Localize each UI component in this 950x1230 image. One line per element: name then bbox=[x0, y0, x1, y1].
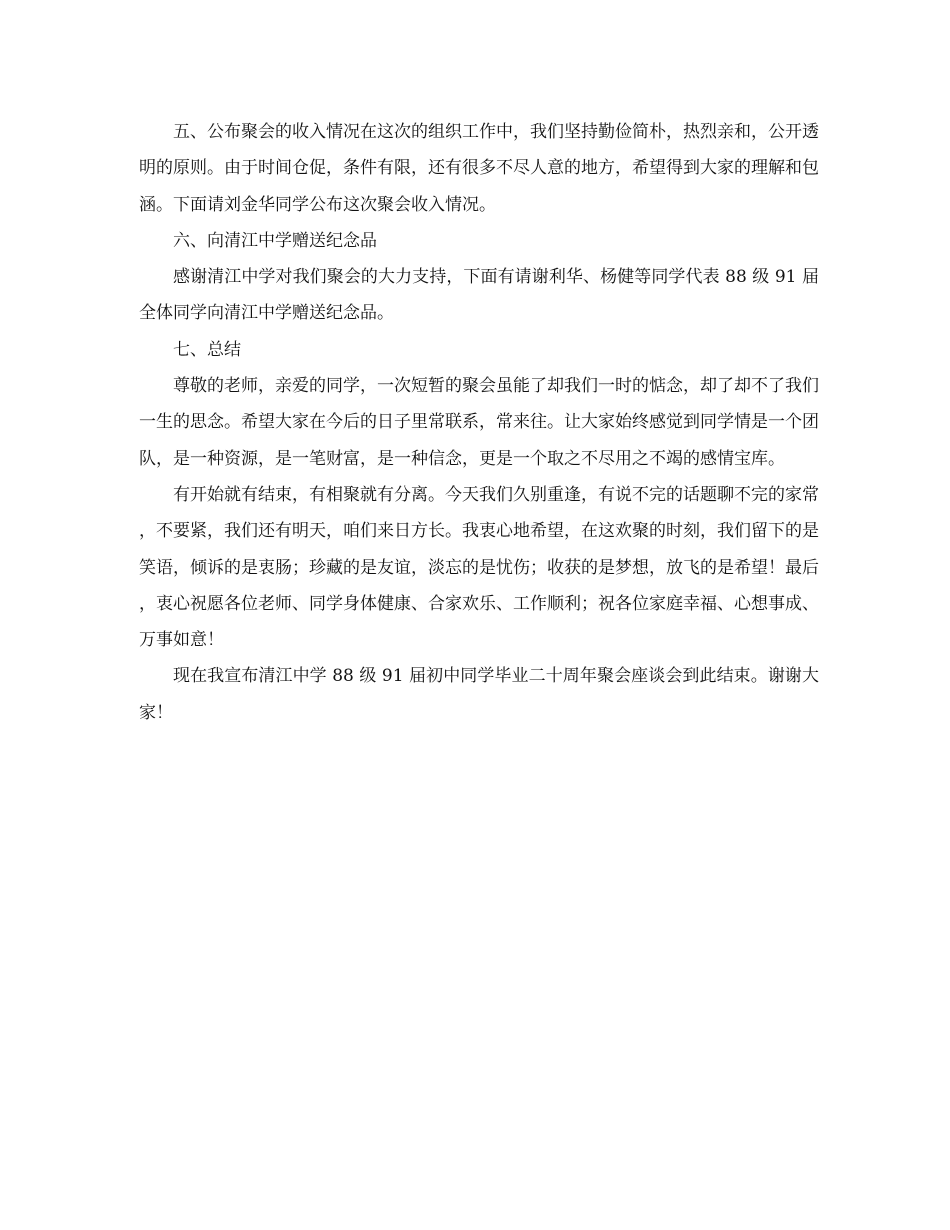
paragraph-summary: 尊敬的老师，亲爱的同学，一次短暂的聚会虽能了却我们一时的惦念，却了却不了我们一生的思念。希望大家在今后的日子里常联系，常来往。让大家始终感觉到同学情是一个团队，是一种资源，是一笔财富，是一种信念，更是一个取之不尽用之不竭的感情宝库。 bbox=[139, 376, 819, 469]
heading-summary: 七、总结 bbox=[173, 339, 241, 360]
paragraph-closing: 现在我宣布清江中学 88 级 91 届初中同学毕业二十周年聚会座谈会到此结束。谢谢大家！ bbox=[139, 666, 819, 723]
paragraph-souvenir: 感谢清江中学对我们聚会的大力支持，下面有请谢利华、杨健等同学代表 88 级 91 届全体同学向清江中学赠送纪念品。 bbox=[139, 267, 819, 324]
heading-souvenir: 六、向清江中学赠送纪念品 bbox=[173, 230, 377, 251]
document-body bbox=[139, 114, 819, 731]
paragraph-farewell: 有开始就有结束，有相聚就有分离。今天我们久别重逢，有说不完的话题聊不完的家常，不要紧，我们还有明天，咱们来日方长。我衷心地希望，在这欢聚的时刻，我们留下的是笑语，倾诉的是衷肠；珍藏的是友谊，淡忘的是忧伤；收获的是梦想，放飞的是希望！最后，衷心祝愿各位老师、同学身体健康、合家欢乐、工作顺利；祝各位家庭幸福、心想事成、万事如意！ bbox=[139, 484, 819, 651]
paragraph-income-report: 五、公布聚会的收入情况在这次的组织工作中，我们坚持勤俭简朴，热烈亲和，公开透明的原则。由于时间仓促，条件有限，还有很多不尽人意的地方，希望得到大家的理解和包涵。下面请刘金华同学公布这次聚会收入情况。 bbox=[139, 122, 819, 215]
